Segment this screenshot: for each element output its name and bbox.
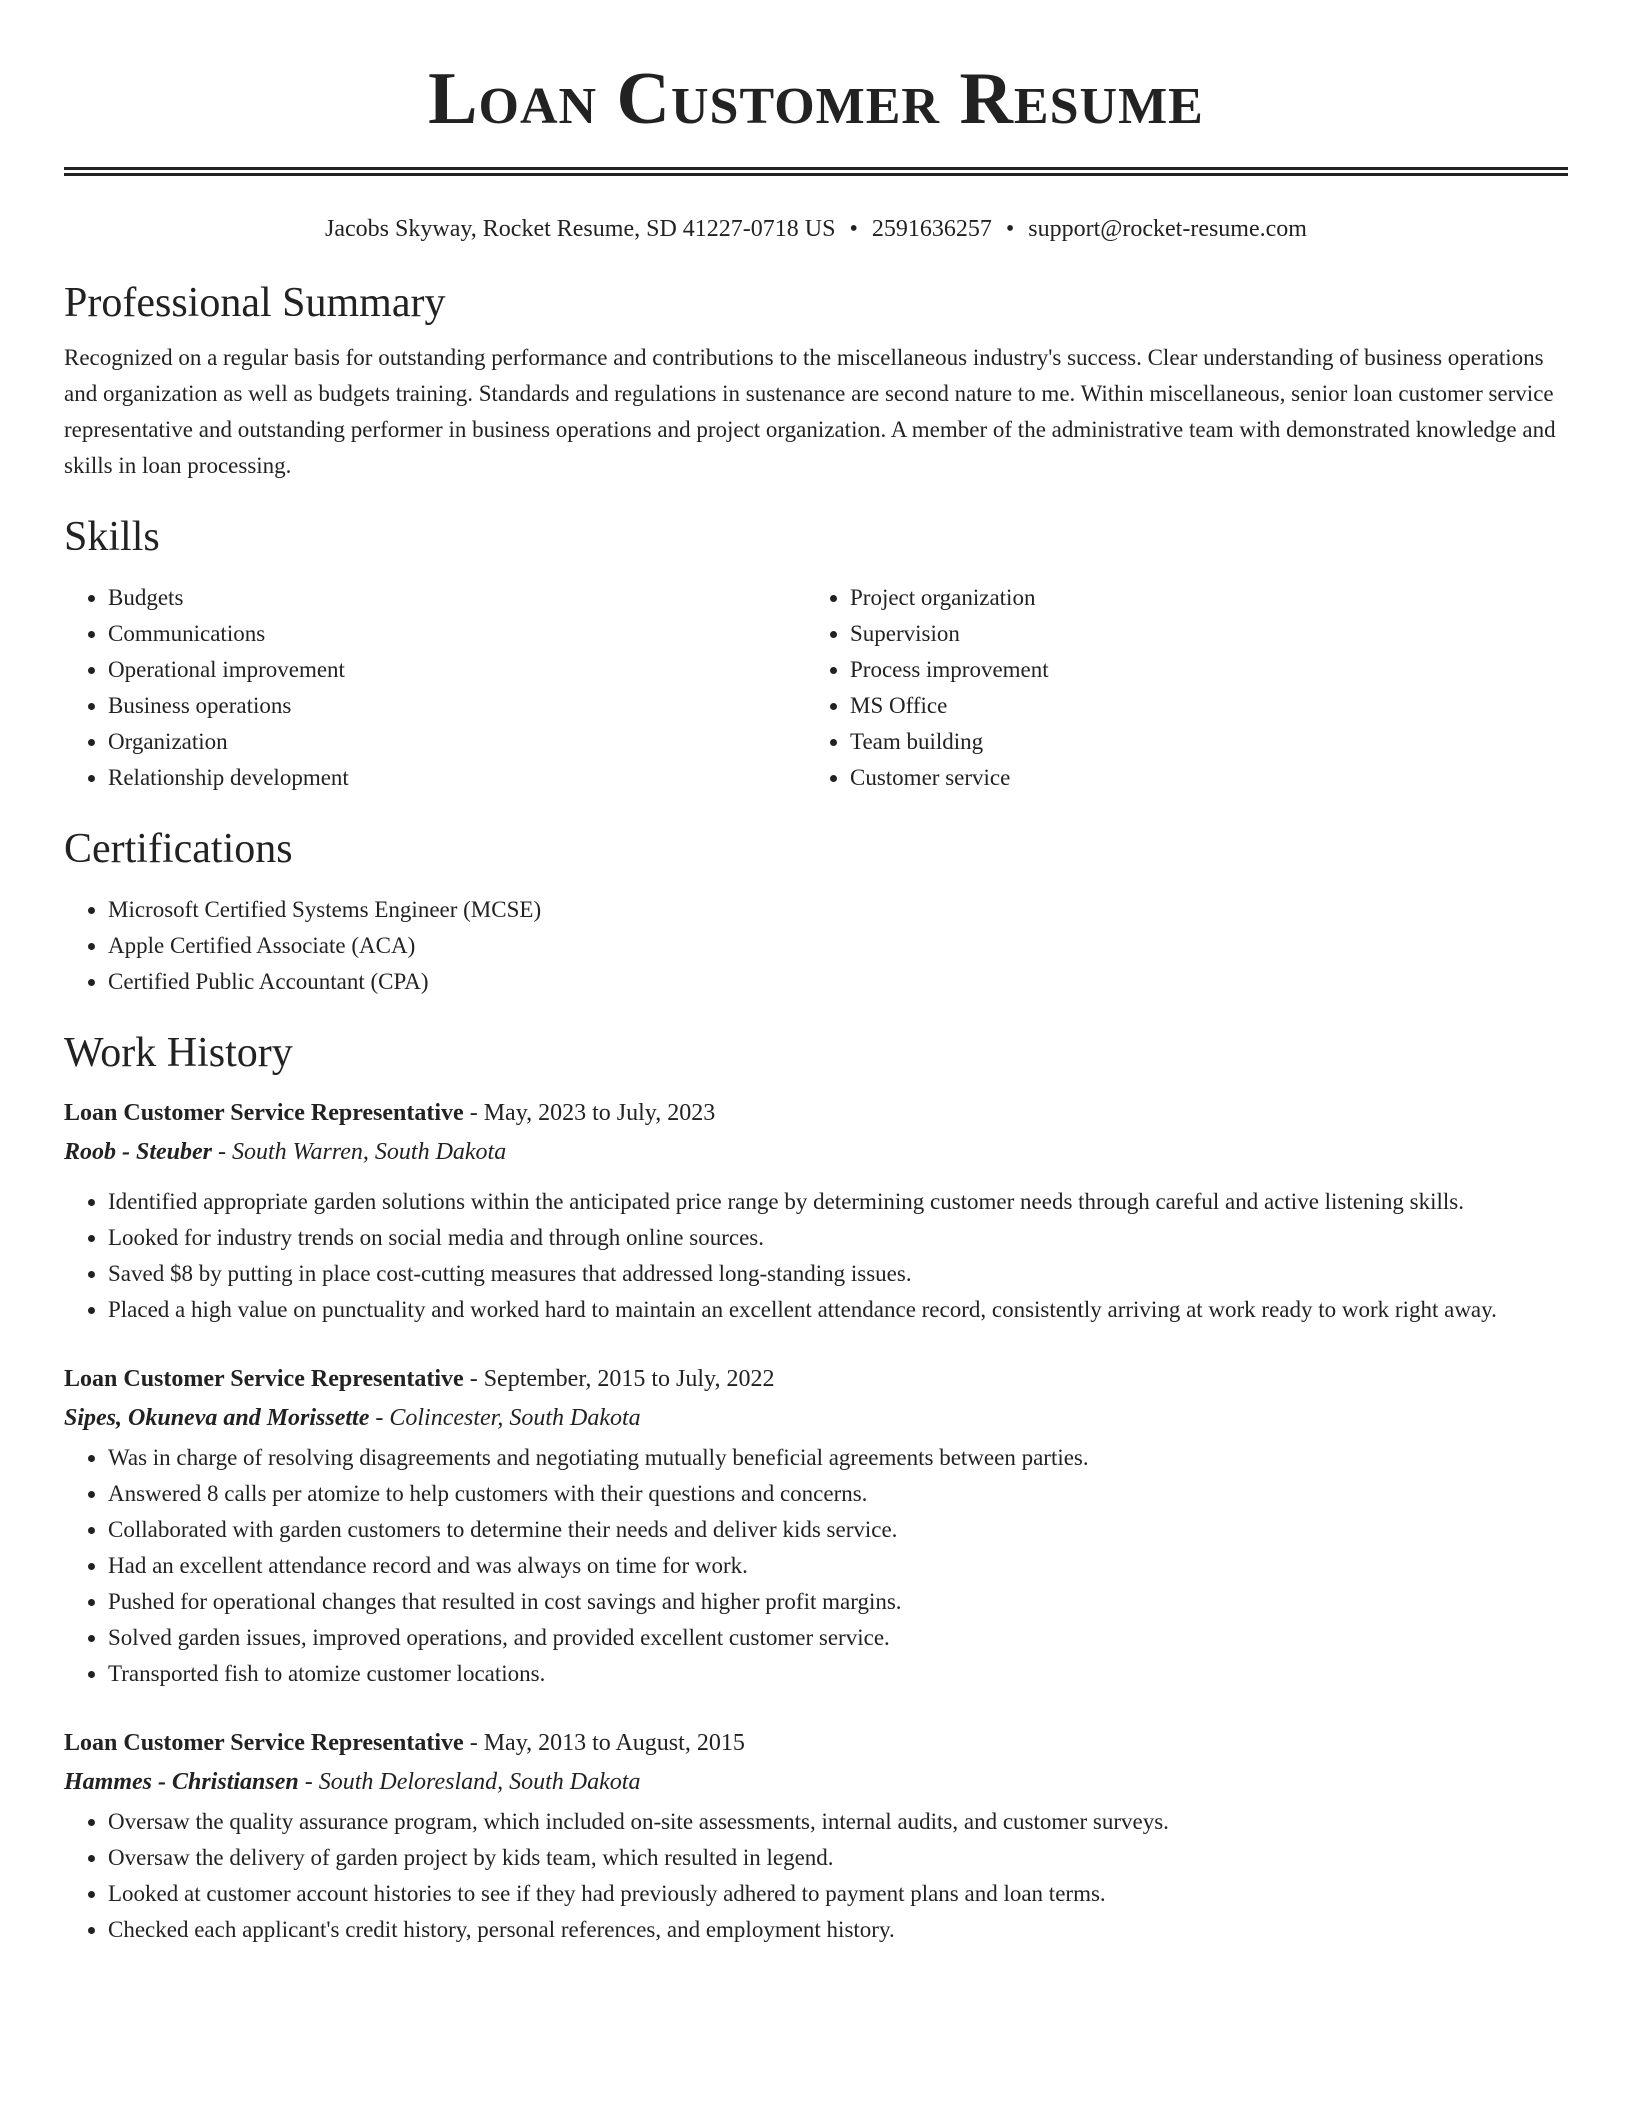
job-company: Roob - Steuber [64,1139,213,1165]
skill-item: • Relationship development [108,760,806,796]
job-company: Sipes, Okuneva and Morissette [64,1405,370,1431]
job-location: - South Warren, South Dakota [212,1139,507,1165]
skills-heading: Skills [64,514,160,560]
work-history-heading: Work History [64,1030,293,1076]
job-bullet: • Looked at customer account histories to see if they had previously adhered to payment plans and loan terms. [108,1876,1568,1912]
skill-item: • Business operations [108,688,806,724]
title-divider [64,167,1568,176]
summary-heading: Professional Summary [64,280,446,326]
job-entry [64,1360,1568,1692]
job-bullet: • Had an excellent attendance record and was always on time for work. [108,1548,1568,1584]
skill-item: • Customer service [850,760,1548,796]
job-company-line [64,1398,1568,1438]
certification-item: • Apple Certified Associate (ACA) [108,928,1568,964]
skill-item: • Operational improvement [108,652,806,688]
job-title: Loan Customer Service Representative [64,1100,464,1126]
job-bullet: • Oversaw the quality assurance program, which included on-site assessments, internal audits, and customer surveys. [108,1804,1568,1840]
skills-column-right [806,580,1548,796]
job-company-line [64,1762,1568,1802]
contact-phone: 2591636257 [871,216,992,242]
job-title: Loan Customer Service Representative [64,1366,464,1392]
job-entry [64,1724,1568,1948]
skill-item: • Project organization [850,580,1548,616]
skill-item: • MS Office [850,688,1548,724]
skill-item: • Communications [108,616,806,652]
job-bullet: • Solved garden issues, improved operations, and provided excellent customer service. [108,1620,1568,1656]
skills-list [64,580,1568,796]
job-bullet: • Placed a high value on punctuality and worked hard to maintain an excellent attendance record, consistently arriving at work ready to work right away. [108,1292,1568,1328]
resume-title: Loan Customer Resume [428,58,1204,140]
job-bullet: • Pushed for operational changes that resulted in cost savings and higher profit margins. [108,1584,1568,1620]
skill-item: • Budgets [108,580,806,616]
job-bullet: • Collaborated with garden customers to determine their needs and deliver kids service. [108,1512,1568,1548]
job-bullet: • Was in charge of resolving disagreements and negotiating mutually beneficial agreements between parties. [108,1440,1568,1476]
job-dates: - May, 2013 to August, 2015 [463,1730,745,1756]
skill-item: • Supervision [850,616,1548,652]
job-title-line [64,1360,1568,1398]
contact-separator: • [849,216,858,242]
job-title-line [64,1094,1568,1132]
job-bullet: • Oversaw the delivery of garden project by kids team, which resulted in legend. [108,1840,1568,1876]
certification-item: • Microsoft Certified Systems Engineer (MCSE) [108,892,1568,928]
skill-item: • Organization [108,724,806,760]
job-location: - South Deloresland, South Dakota [298,1769,641,1795]
certifications-heading: Certifications [64,826,293,872]
job-title-line [64,1724,1568,1762]
contact-email: support@rocket-resume.com [1028,216,1307,242]
skill-item: • Process improvement [850,652,1548,688]
contact-separator: • [1005,216,1015,242]
job-bullet: • Answered 8 calls per atomize to help customers with their questions and concerns. [108,1476,1568,1512]
job-dates: - May, 2023 to July, 2023 [463,1100,716,1126]
job-bullet: • Looked for industry trends on social media and through online sources. [108,1220,1568,1256]
job-location: - Colincester, South Dakota [369,1405,641,1431]
job-bullet: • Saved $8 by putting in place cost-cutting measures that addressed long-standing issues. [108,1256,1568,1292]
job-bullets [64,1804,1568,1948]
certification-item: • Certified Public Accountant (CPA) [108,964,1568,1000]
resume-page [64,0,1568,1948]
skill-item: • Team building [850,724,1548,760]
job-company-line [64,1132,1568,1172]
job-dates: - September, 2015 to July, 2022 [463,1366,775,1392]
job-company: Hammes - Christiansen [64,1769,299,1795]
contact-address: Jacobs Skyway, Rocket Resume, SD 41227-0718 US [325,216,836,242]
certifications-list [64,892,1568,1000]
job-title: Loan Customer Service Representative [64,1730,464,1756]
job-bullet: • Transported fish to atomize customer locations. [108,1656,1568,1692]
contact-line [64,214,1568,244]
skills-column-left [64,580,806,796]
job-entry [64,1094,1568,1328]
job-bullet: • Checked each applicant's credit history, personal references, and employment history. [108,1912,1568,1948]
job-bullets [64,1184,1568,1328]
job-bullet: • Identified appropriate garden solutions within the anticipated price range by determining customer needs through careful and active listening skills. [108,1184,1568,1220]
job-bullets [64,1440,1568,1692]
summary-text: Recognized on a regular basis for outstanding performance and contributions to the miscellaneous industry's success. Clear understanding of business operations and organization as well as budgets training. Standards and regulations in sustenance are second nature to me. Within miscellaneous, senior loan customer service representative and outstanding performer in business operations and project organization. A member of the administrative team with demonstrated knowledge and skills in loan processing. [64,345,1556,478]
